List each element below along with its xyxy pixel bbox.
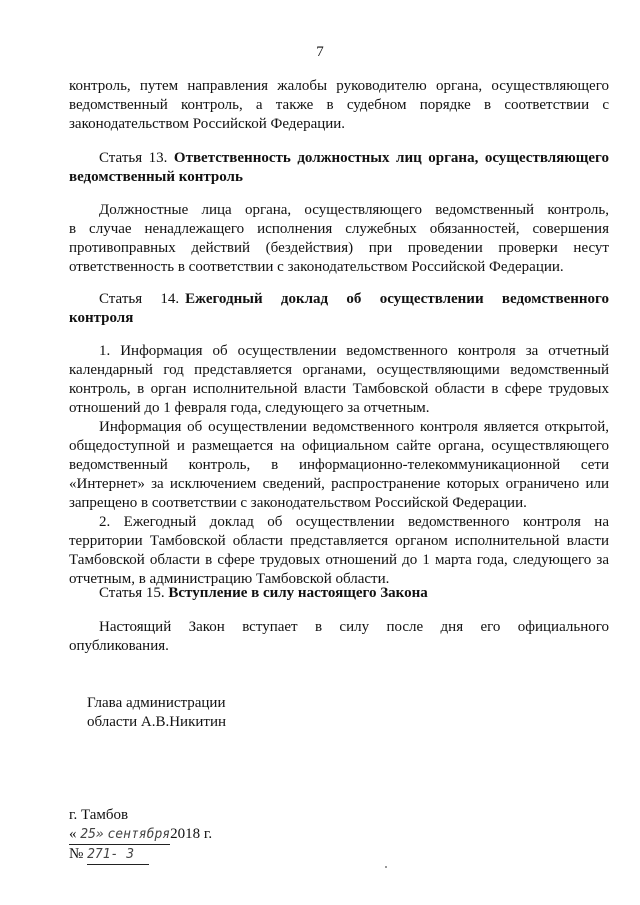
article-14-p2-line-3: ведомственный контроль, в информационно-телекоммуникационной сети xyxy=(69,457,609,473)
footer-month: сентября xyxy=(107,827,171,842)
article-14-title: Ежегодный доклад об осуществлении ведомственного xyxy=(185,291,609,307)
signature-line-1: Глава администрации xyxy=(87,695,226,711)
article-14-p3-line-1: 2. Ежегодный доклад об осуществлении ведомственного контроля на xyxy=(99,514,609,530)
footer-day: 25» xyxy=(80,827,104,842)
article-13-body xyxy=(69,201,609,277)
article-14-p1-line-2: календарный год представляется органами, осуществляющими ведомственный xyxy=(69,362,609,378)
footer-date xyxy=(69,825,212,845)
footer-number-prefix: № xyxy=(69,846,84,862)
intro-line-1: контроль, путем направления жалобы руководителю органа, осуществляющего xyxy=(69,78,609,94)
scan-speck xyxy=(385,866,387,868)
intro-line-3: законодательством Российской Федерации. xyxy=(69,116,346,132)
article-15-line-2: опубликования. xyxy=(69,638,169,654)
footer-date-field xyxy=(69,825,170,845)
article-13-line-3: противоправных действий (бездействия) при проведении проверки несут xyxy=(69,240,609,256)
article-14-p3-line-2: территории Тамбовской области представляется органом исполнительной власти xyxy=(69,533,609,549)
footer-year: 2018 г. xyxy=(170,826,213,842)
article-13-heading xyxy=(69,149,609,187)
article-14-p2-line-4: «Интернет» за исключением сведений, распространение которых ограничено или xyxy=(69,476,609,492)
intro-paragraph xyxy=(69,77,609,134)
article-14-prefix: Статья 14. xyxy=(99,291,180,307)
article-14-p1-line-3: контроль, в орган исполнительной власти Тамбовской области в сфере трудовых xyxy=(69,381,609,397)
page-number: 7 xyxy=(316,44,324,60)
footer-date-open: « xyxy=(69,826,77,842)
footer-block xyxy=(69,806,212,865)
article-13-title-line-2: ведомственный контроль xyxy=(69,169,243,185)
article-13-line-4: ответственность в соответствии с законодательством Российской Федерации. xyxy=(69,259,564,275)
article-14-p1-line-1: 1. Информация об осуществлении ведомственного контроля за отчетный xyxy=(99,343,609,359)
article-13-line-1: Должностные лица органа, осуществляющего ведомственный контроль, xyxy=(99,202,609,218)
article-13-title-line-1 xyxy=(69,149,609,168)
article-15-prefix: Статья 15. xyxy=(99,585,165,601)
article-14-p2-line-2: общедоступной и размещается на официальном сайте органа, осуществляющего xyxy=(69,438,609,454)
article-14-heading xyxy=(69,290,609,328)
footer-number-value: 271- 3 xyxy=(87,845,149,865)
article-15-line-1: Настоящий Закон вступает в силу после дня его официального xyxy=(99,619,609,635)
article-13-prefix: Статья 13. xyxy=(99,150,168,166)
article-15-heading xyxy=(69,584,609,603)
article-14-p2-line-5: запрещено в соответствии с законодательством Российской Федерации. xyxy=(69,495,527,511)
signature-line-2: области А.В.Никитин xyxy=(87,714,227,730)
footer-city: г. Тамбов xyxy=(69,807,129,823)
signature-block xyxy=(87,694,226,732)
article-14-body xyxy=(69,342,609,589)
article-14-p2-line-1: Информация об осуществлении ведомственного контроля является открытой, xyxy=(99,419,609,435)
article-14-title-line-1 xyxy=(69,290,609,309)
article-13-title: Ответственность должностных лиц органа, осуществляющего xyxy=(173,150,609,166)
article-14-p1-line-4: отношений до 1 февраля года, следующего за отчетным. xyxy=(69,400,430,416)
intro-line-2: ведомственный контроль, а также в судебном порядке в соответствии с xyxy=(69,97,609,113)
article-15-title-line xyxy=(69,584,609,603)
article-14-p3-line-3: Тамбовской области в сфере трудовых отношений до 1 марта года, следующего за xyxy=(69,552,609,568)
article-15-body xyxy=(69,618,609,656)
article-14-title-line-2: контроля xyxy=(69,310,134,326)
article-15-title: Вступление в силу настоящего Закона xyxy=(168,585,428,601)
footer-number xyxy=(69,845,212,865)
article-14-p3-line-4: отчетным, в администрацию Тамбовской области. xyxy=(69,571,390,587)
article-13-line-2: в случае ненадлежащего исполнения служебных обязанностей, совершения xyxy=(69,221,609,237)
